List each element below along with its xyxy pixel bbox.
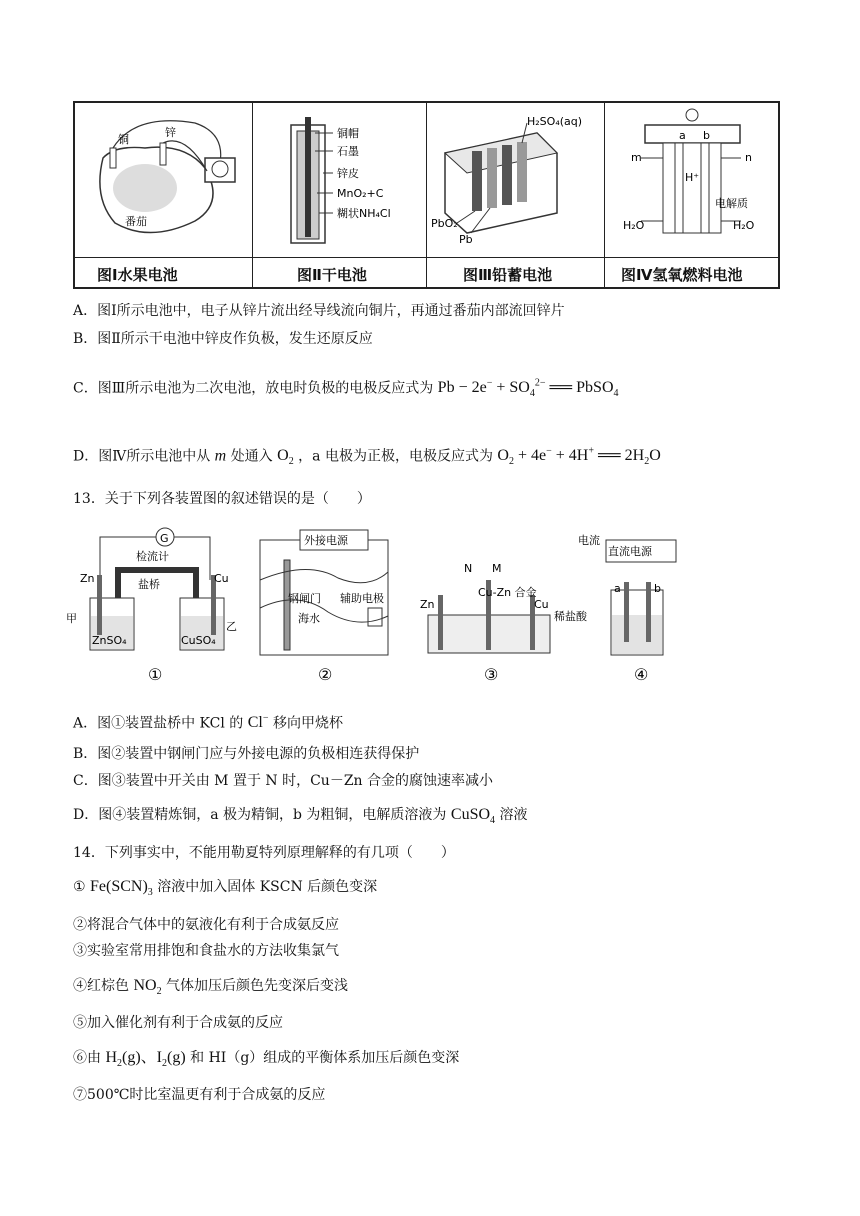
- q14-item-7: ⑦500℃时比室温更有利于合成氨的反应: [73, 1087, 326, 1103]
- dry-cell-drawing: [253, 103, 425, 255]
- q14-item-1-tail: 溶液中加入固体 KSCN 后颜色变深: [157, 879, 378, 895]
- q13-stem: 13．关于下列各装置图的叙述错误的是（ ）: [73, 491, 371, 507]
- q12-option-d-m: m: [214, 447, 227, 465]
- label-gate: 钢闸门: [288, 592, 321, 605]
- label-aux: 辅助电极: [340, 592, 384, 605]
- label-mno2: MnO₂+C: [337, 187, 384, 200]
- q12-option-d-mid1: 处通入: [230, 448, 273, 465]
- label-h2o-right: H₂O: [733, 219, 755, 232]
- caption-row: [75, 257, 778, 290]
- formula-cuso4: CuSO$_4$: [450, 806, 496, 827]
- label-g: G: [160, 532, 169, 545]
- caption-fig4: 图Ⅳ氢氧燃料电池: [621, 266, 743, 284]
- formula-cl-ion: Cl−: [247, 713, 269, 732]
- label-zn-3: Zn: [420, 598, 435, 611]
- label-pbo2: PbO₂: [431, 217, 458, 230]
- q14-item-2: ②将混合气体中的氨液化有利于合成氨反应: [73, 917, 339, 933]
- q13-option-a: [73, 710, 343, 732]
- q14-stem: 14．下列事实中，不能用勒夏特列原理解释的有几项（ ）: [73, 845, 455, 861]
- label-graphite: 石墨: [337, 145, 359, 158]
- label-tomato: 番茄: [125, 215, 147, 228]
- label-power-4: 直流电源: [608, 545, 652, 558]
- label-alloy: Cu-Zn 合金: [478, 586, 537, 599]
- q13-option-a-tail: 移向甲烧杯: [272, 715, 343, 732]
- label-znso4: ZnSO₄: [92, 634, 127, 647]
- q13-option-c: C．图③装置中开关由 M 置于 N 时，Cu－Zn 合金的腐蚀速率减小: [73, 773, 494, 789]
- label-bridge: 盐桥: [138, 578, 160, 591]
- label-sea: 海水: [298, 612, 320, 625]
- label-n: n: [745, 151, 752, 164]
- label-nh4cl: 糊状NH₄Cl: [337, 207, 391, 220]
- label-a: a: [679, 129, 686, 142]
- q13-option-b: B．图②装置中钢闸门应与外接电源的负极相连获得保护: [73, 746, 420, 762]
- q14-item-6-tail: 和 HI（g）组成的平衡体系加压后颜色变深: [190, 1050, 460, 1066]
- q13-option-d-tail: 溶液: [499, 807, 528, 823]
- q14-item-3: ③实验室常用排饱和食盐水的方法收集氯气: [73, 943, 339, 959]
- fruit-battery-drawing: [75, 103, 251, 255]
- fig-num-2: ②: [318, 665, 333, 684]
- q13-option-d-text: D．图④装置精炼铜，a 极为精铜，b 为粗铜，电解质溶液为: [73, 807, 447, 823]
- lead-battery-drawing: [427, 103, 603, 255]
- fig-num-4: ④: [634, 665, 649, 684]
- q12-option-d-mid2: ，a 电极为正极，电极反应式为: [298, 448, 493, 465]
- label-current: 电流: [578, 534, 600, 547]
- q14-item-6: [73, 1049, 459, 1073]
- label-hplus: H⁺: [685, 171, 700, 184]
- q14-item-4-head: ④红棕色: [73, 978, 129, 994]
- caption-fig1: 图Ⅰ水果电池: [97, 266, 178, 284]
- caption-fig3: 图Ⅲ铅蓄电池: [463, 266, 553, 284]
- q12-option-c: [73, 375, 619, 404]
- label-b: b: [703, 129, 710, 142]
- label-m: m: [631, 151, 642, 164]
- fuel-cell-drawing: [605, 103, 778, 255]
- formula-fe-scn: $Fe(SCN)_3$: [90, 878, 153, 899]
- label-pb: Pb: [459, 233, 473, 246]
- equation-o2-reduction: $O_2 + 4e^- + 4H^+$ ══ $2H_2O$: [497, 446, 661, 468]
- label-cu-1: Cu: [214, 572, 229, 585]
- caption-fig2: 图Ⅱ干电池: [297, 266, 367, 284]
- fig-num-3: ③: [484, 665, 499, 684]
- q14-item-6-head: ⑥由: [73, 1050, 101, 1066]
- label-acid: H₂SO₄(aq): [527, 115, 583, 128]
- q12-option-a: A．图Ⅰ所示电池中，电子从锌片流出经导线流向铜片，再通过番茄内部流回锌片: [73, 303, 565, 319]
- q14-item-5: ⑤加入催化剂有利于合成氨的反应: [73, 1015, 283, 1031]
- q13-option-a-text: A．图①装置盐桥中 KCl 的: [73, 715, 244, 732]
- q14-item-4: [73, 977, 348, 1001]
- label-acid-3: 稀盐酸: [554, 610, 587, 623]
- q12-option-b: B．图Ⅱ所示干电池中锌皮作负极，发生还原反应: [73, 331, 373, 347]
- label-cu-3: Cu: [534, 598, 549, 611]
- q14-item-1-num: ①: [73, 879, 86, 895]
- q12-option-c-text: C．图Ⅲ所示电池为二次电池，放电时负极的电极反应式为: [73, 380, 434, 397]
- label-yi: 乙: [226, 620, 237, 633]
- q14-item-1: [73, 878, 377, 902]
- formula-o2: $O_2$: [277, 447, 294, 468]
- label-n-3: N: [464, 562, 473, 575]
- q13-option-d: [73, 806, 527, 830]
- q12-option-d-text: D．图Ⅳ所示电池中从: [73, 448, 211, 465]
- label-copper: 铜: [118, 133, 129, 146]
- q12-option-d: [73, 443, 661, 472]
- label-power-2: 外接电源: [304, 534, 348, 547]
- battery-figure-table: [73, 101, 780, 289]
- label-zn-1: Zn: [80, 572, 95, 585]
- equation-pb-oxidation: $Pb - 2e^- + SO_4^{2-}$ ══ PbSO$_4$: [437, 378, 619, 400]
- formula-h2-i2: $H_2(g)$、$I_2(g)$: [105, 1049, 186, 1070]
- label-a-4: a: [614, 582, 621, 595]
- q13-figures: [66, 520, 698, 690]
- label-h2o-left: H₂O: [623, 219, 645, 232]
- label-cuso4: CuSO₄: [181, 634, 216, 647]
- label-electrolyte: 电解质: [715, 197, 748, 210]
- q14-item-4-tail: 气体加压后颜色先变深后变浅: [166, 978, 349, 994]
- label-zinc-skin: 锌皮: [337, 167, 359, 180]
- formula-no2: $NO_2$: [133, 977, 162, 998]
- q13-drawing: [66, 520, 698, 690]
- label-meter: 检流计: [136, 550, 169, 563]
- label-m-3: M: [492, 562, 502, 575]
- label-b-4: b: [654, 582, 661, 595]
- label-zinc: 锌: [165, 126, 176, 139]
- fig-num-1: ①: [148, 665, 163, 684]
- label-jia: 甲: [66, 612, 77, 625]
- label-cap: 铜帽: [337, 127, 359, 140]
